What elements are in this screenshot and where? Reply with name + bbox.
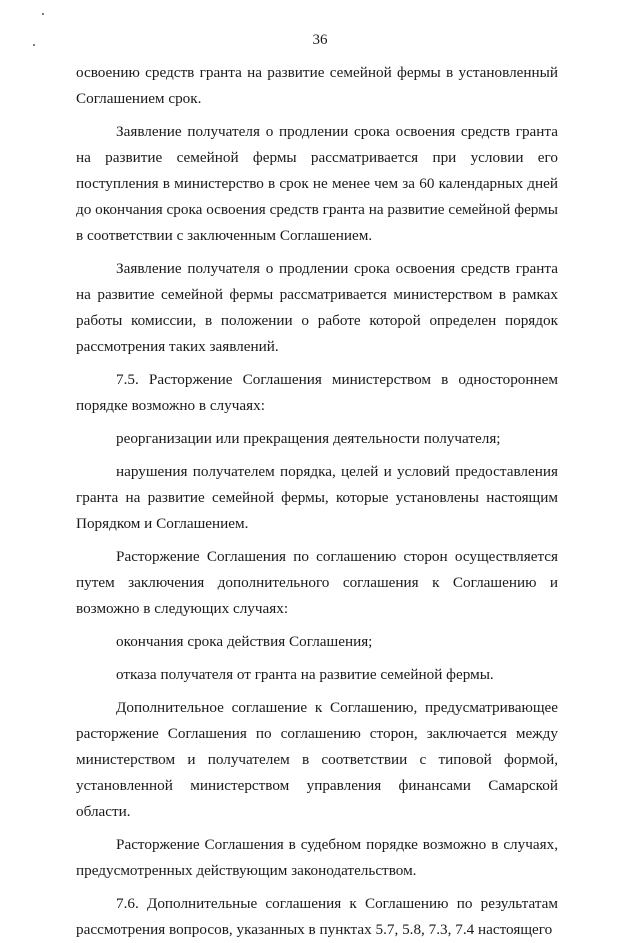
- list-item-term-expiry: окончания срока действия Соглашения;: [116, 633, 373, 650]
- list-item-reorganization: реорганизации или прекращения деятельности получателя;: [116, 430, 501, 447]
- list-item-violation: нарушения получателем порядка, целей и условий предоставления гранта на развитие семейной фермы, которые установлены настоящим Порядком и Соглашением.: [76, 463, 558, 532]
- paragraph-mutual-termination: Расторжение Соглашения по соглашению сторон осуществляется путем заключения дополнительного соглашения к Соглашению и возможно в следующих случаях:: [76, 548, 558, 617]
- page-number: 36: [312, 32, 328, 48]
- document-body: [76, 60, 558, 943]
- paragraph-7-5-unilateral-termination: 7.5. Расторжение Соглашения министерством в одностороннем порядке возможно в случаях:: [76, 371, 558, 414]
- paragraph-additional-agreement: Дополнительное соглашение к Соглашению, предусматривающее расторжение Соглашения по соглашению сторон, заключается между министерством и получателем в соответствии с типовой формой, установленной министерством управления финансами Самарской области.: [76, 699, 558, 820]
- paragraph-judicial-termination: Расторжение Соглашения в судебном порядке возможно в случаях, предусмотренных действующим законодательством.: [76, 836, 558, 879]
- paragraph-extension-application-deadline: Заявление получателя о продлении срока освоения средств гранта на развитие семейной фермы рассматривается при условии его поступления в министерство в срок не менее чем за 60 календарных дней до окончания срока освоения средств гранта на развитие семейной фермы в соответствии с заключенным Соглашением.: [76, 123, 558, 244]
- paragraph-extension-commission-review: Заявление получателя о продлении срока освоения средств гранта на развитие семейной фермы рассматривается министерством в рамках работы комиссии, в положении о работе которой определен порядок рассмотрения таких заявлений.: [76, 260, 558, 355]
- paragraph-7-6-additional-agreements: 7.6. Дополнительные соглашения к Соглашению по результатам рассмотрения вопросов, указанных в пунктах 5.7, 5.8, 7.3, 7.4 настоящего: [76, 895, 558, 938]
- paragraph-continuation: освоению средств гранта на развитие семейной фермы в установленный Соглашением срок.: [76, 64, 558, 107]
- scan-speck: [42, 13, 44, 15]
- list-item-grant-refusal: отказа получателя от гранта на развитие семейной фермы.: [116, 666, 494, 683]
